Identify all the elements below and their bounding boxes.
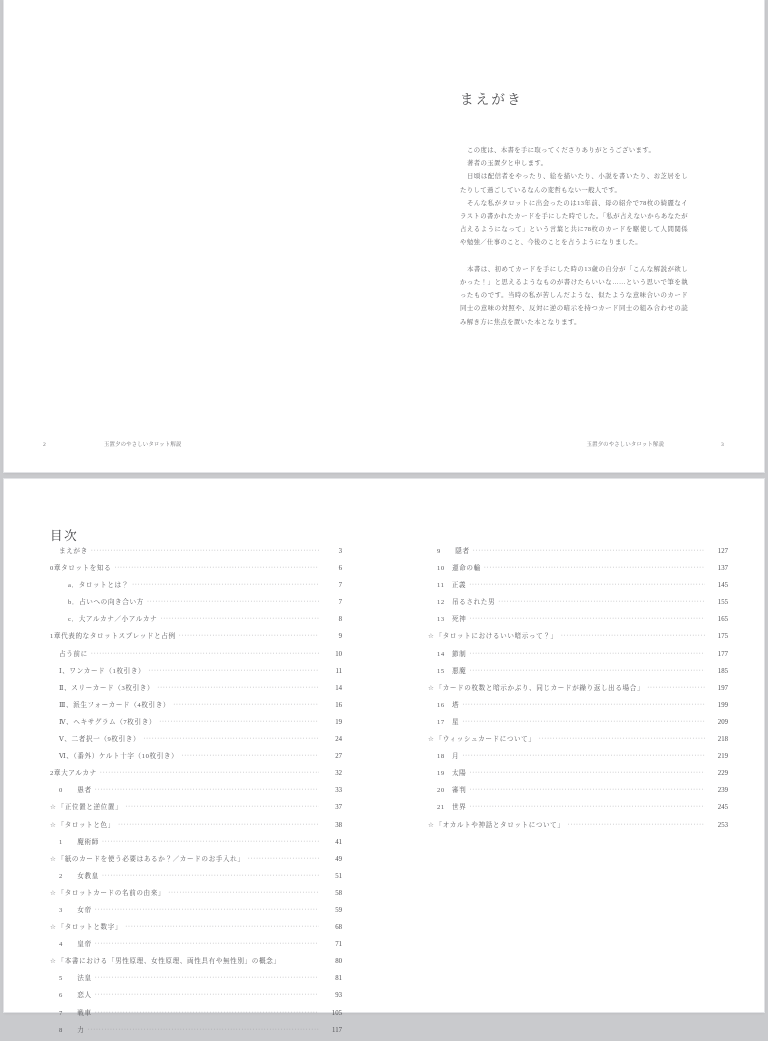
contents-entry-label: 19 太陽: [437, 770, 467, 778]
contents-leader-dots: [181, 751, 319, 758]
contents-entry[interactable]: [50, 836, 342, 853]
contents-entry[interactable]: [428, 682, 728, 699]
contents-entry[interactable]: [50, 596, 342, 613]
contents-entry[interactable]: [428, 750, 728, 767]
page-spread-preface[interactable]: [4, 0, 764, 472]
contents-entry-page: 7: [338, 599, 342, 607]
contents-leader-dots: [473, 546, 705, 553]
contents-entry-page: 229: [717, 770, 728, 778]
contents-entry-page: 197: [717, 684, 728, 692]
contents-entry[interactable]: [428, 613, 728, 630]
contents-entry-page: 32: [335, 770, 342, 778]
contents-leader-dots: [157, 683, 319, 690]
contents-entry[interactable]: [428, 801, 728, 818]
contents-entry-label: ☆「ウィッシュカードについて」: [428, 736, 536, 744]
contents-entry[interactable]: [50, 904, 342, 921]
contents-entry-page: 38: [335, 821, 342, 829]
contents-leader-dots: [95, 939, 319, 946]
contents-entry-label: 4 皇帝: [59, 941, 92, 949]
contents-leader-dots: [95, 785, 319, 792]
contents-entry-label: Ⅳ、ヘキサグラム（7枚引き）: [59, 718, 157, 726]
contents-entry-page: 219: [717, 753, 728, 761]
contents-entry-page: 7: [338, 582, 342, 590]
star-icon: ☆: [50, 804, 57, 812]
page-right-preface: [384, 0, 764, 472]
page-left-blank: [4, 0, 384, 472]
contents-entry-label: 0 愚者: [59, 787, 92, 795]
contents-entry-label: 15 悪魔: [437, 667, 467, 675]
contents-column-right: [428, 545, 728, 836]
contents-leader-dots: [95, 990, 319, 997]
preface-paragraph: 著者の玉置夕と申します。: [467, 160, 548, 168]
page-spread-contents[interactable]: [4, 479, 764, 1034]
contents-entry-page: 137: [717, 565, 728, 573]
contents-entry-page: 80: [335, 958, 342, 966]
contents-entry[interactable]: [50, 887, 342, 904]
contents-entry[interactable]: [50, 682, 342, 699]
star-icon: ☆: [428, 633, 435, 641]
contents-entry-label: 6 恋人: [59, 992, 92, 1000]
contents-leader-dots: [469, 785, 705, 792]
contents-entry[interactable]: [50, 767, 342, 784]
contents-entry[interactable]: [50, 989, 342, 1006]
contents-entry[interactable]: [428, 699, 728, 716]
preface-body: [460, 144, 688, 329]
star-icon: ☆: [50, 958, 57, 966]
contents-entry[interactable]: [428, 562, 728, 579]
contents-leader-dots: [179, 631, 319, 638]
contents-leader-dots: [469, 580, 705, 587]
contents-entry-page: 33: [335, 787, 342, 795]
contents-entry-page: 117: [332, 1026, 342, 1034]
contents-leader-dots: [561, 631, 705, 638]
contents-entry-page: 49: [335, 855, 342, 863]
contents-entry[interactable]: [50, 665, 342, 682]
contents-entry-page: 199: [717, 701, 728, 709]
contents-entry-page: 58: [335, 889, 342, 897]
contents-entry-page: 93: [335, 992, 342, 1000]
contents-leader-dots: [539, 734, 705, 741]
star-icon: ☆: [50, 855, 57, 863]
contents-entry[interactable]: [428, 716, 728, 733]
contents-leader-dots: [132, 580, 319, 587]
contents-leader-dots: [469, 649, 705, 656]
contents-entry-label: c．大アルカナ／小アルカナ: [68, 616, 158, 624]
contents-leader-dots: [91, 649, 319, 656]
contents-entry-label: ☆「紙のカードを使う必要はあるか？／カードのお手入れ」: [50, 855, 245, 863]
contents-entry[interactable]: [50, 733, 342, 750]
contents-leader-dots: [95, 973, 319, 980]
contents-leader-dots: [114, 563, 319, 570]
contents-leader-dots: [160, 614, 319, 621]
contents-entry[interactable]: [428, 665, 728, 682]
contents-leader-dots: [462, 717, 705, 724]
contents-entry-page: 71: [335, 941, 342, 949]
contents-entry-label: 14 節制: [437, 650, 467, 658]
contents-entry-label: Ⅲ、派生フォーカード（4枚引き）: [59, 701, 171, 709]
preface-paragraph: 本書は、初めてカードを手にした時の13歳の自分が「こんな解説が欲しかった！」と思えるようなものが書けたらいいな……という思いで筆を執ったものです。当時の私が苦しんだような、似たような意味合いのカード同士の意味の対照や、反対に逆の暗示を持つカード同士の組み合わせの読み解き方に焦点を置いた本となります。: [460, 265, 688, 326]
footer-running-title-right: 玉置夕のやさしいタロット解説: [586, 442, 664, 448]
star-icon: ☆: [428, 736, 435, 744]
contents-leader-dots: [102, 871, 319, 878]
contents-entry-page: 177: [717, 650, 728, 658]
contents-entry-label: 12 吊るされた男: [437, 599, 496, 607]
contents-entry[interactable]: [50, 972, 342, 989]
contents-entry[interactable]: [50, 801, 342, 818]
contents-entry-page: 19: [335, 718, 342, 726]
star-icon: ☆: [50, 924, 57, 932]
contents-entry[interactable]: [50, 921, 342, 938]
preface-title: まえがき: [460, 92, 523, 108]
preface-block: [460, 88, 688, 329]
contents-entry[interactable]: [50, 699, 342, 716]
contents-entry-label: 2章大アルカナ: [50, 770, 97, 778]
contents-entry-label: 21 世界: [437, 804, 467, 812]
contents-leader-dots: [118, 820, 319, 827]
contents-entry-label: ☆「タロットにおけるいい暗示って？」: [428, 633, 558, 641]
contents-entry-label: a．タロットとは？: [68, 582, 129, 590]
contents-entry[interactable]: [50, 870, 342, 887]
contents-entry-label: ☆「オカルトや神話とタロットについて」: [428, 821, 565, 829]
contents-leader-dots: [498, 597, 705, 604]
contents-entry-label: ☆「本書における「男性原理、女性原理、両性具有や無性別」の概念」: [50, 958, 281, 966]
contents-entry-page: 145: [717, 582, 728, 590]
contents-entry-label: まえがき: [59, 548, 88, 555]
contents-entry-page: 9: [338, 633, 342, 641]
contents-entry-label: 10 運命の輪: [437, 565, 481, 573]
contents-entry-label: ☆「タロットと数字」: [50, 924, 123, 932]
contents-entry[interactable]: [428, 819, 728, 836]
contents-leader-dots: [469, 802, 705, 809]
contents-entry-label: 16 塔: [437, 701, 460, 709]
contents-entry-label: ☆「カードの枚数と暗示かぶり、同じカードが繰り返し出る場合」: [428, 684, 645, 692]
contents-entry-page: 6: [338, 565, 342, 573]
contents-heading: 目次: [50, 528, 79, 543]
contents-entry[interactable]: [428, 579, 728, 596]
contents-entry-page: 41: [335, 838, 342, 846]
contents-entry[interactable]: [50, 853, 342, 870]
footer-running-title-left: 玉置夕のやさしいタロット解説: [104, 442, 182, 448]
contents-leader-dots: [125, 922, 319, 929]
contents-leader-dots: [95, 1008, 319, 1015]
contents-leader-dots: [469, 768, 705, 775]
contents-leader-dots: [647, 683, 705, 690]
contents-entry[interactable]: [50, 1024, 342, 1041]
footer-page-number-right: 3: [721, 442, 724, 448]
footer-page-number-left: 2: [43, 442, 46, 448]
contents-entry[interactable]: [50, 630, 342, 647]
contents-entry-page: 11: [335, 667, 342, 675]
contents-column-left: [50, 545, 342, 1041]
contents-entry-page: 10: [335, 650, 342, 658]
contents-entry-page: 155: [717, 599, 728, 607]
contents-entry-page: 3: [338, 548, 342, 555]
contents-entry-label: ☆「タロットと色」: [50, 821, 115, 829]
contents-leader-dots: [87, 1025, 319, 1032]
contents-entry-page: 68: [335, 924, 342, 932]
contents-entry-page: 239: [717, 787, 728, 795]
preface-paragraph: 日頃は配信者をやったり、絵を描いたり、小説を書いたり、お芝居をしたりして過ごしているなんの変哲もない一般人です。: [460, 173, 688, 194]
star-icon: ☆: [428, 821, 435, 829]
spread-one-footer: [4, 440, 764, 450]
contents-entry-label: 11 正義: [437, 582, 467, 590]
contents-entry-page: 175: [717, 633, 728, 641]
contents-entry[interactable]: [50, 955, 342, 972]
contents-leader-dots: [100, 768, 319, 775]
contents-entry-label: 2 女教皇: [59, 872, 99, 880]
contents-entry-label: Ⅱ、スリーカード（3枚引き）: [59, 684, 155, 692]
contents-entry-page: 81: [335, 975, 342, 983]
contents-entry-label: ☆「正位置と逆位置」: [50, 804, 123, 812]
contents-entry-label: 8 力: [59, 1026, 85, 1034]
contents-leader-dots: [143, 734, 319, 741]
contents-entry[interactable]: [428, 596, 728, 613]
contents-leader-dots: [159, 717, 319, 724]
contents-entry-page: 51: [335, 872, 342, 880]
contents-entry-label: ☆「タロットカードの名前の由来」: [50, 889, 166, 897]
contents-entry[interactable]: [50, 938, 342, 955]
contents-entry[interactable]: [50, 1007, 342, 1024]
contents-entry-label: Ⅰ、ワンカード（1枚引き）: [59, 667, 146, 675]
contents-entry-label: 1章代表的なタロットスプレッドと占例: [50, 633, 176, 641]
contents-entry-label: 20 審判: [437, 787, 467, 795]
contents-entry[interactable]: [50, 579, 342, 596]
contents-entry[interactable]: [428, 545, 728, 562]
contents-leader-dots: [462, 700, 705, 707]
contents-leader-dots: [125, 802, 319, 809]
contents-entry-page: 245: [717, 804, 728, 812]
contents-entry-page: 218: [717, 736, 728, 744]
contents-entry[interactable]: [50, 648, 342, 665]
contents-entry-label: 0章タロットを知る: [50, 565, 112, 573]
contents-entry-page: 24: [335, 736, 342, 744]
contents-entry[interactable]: [428, 767, 728, 784]
contents-leader-dots: [148, 666, 319, 673]
contents-entry-label: 9 隠者: [437, 548, 470, 555]
contents-entry-page: 209: [717, 718, 728, 726]
contents-entry-page: 8: [338, 616, 342, 624]
contents-entry-page: 27: [335, 753, 342, 761]
contents-leader-dots: [469, 614, 705, 621]
contents-entry-label: Ⅴ、二者択一（9枚引き）: [59, 736, 141, 744]
contents-entry-label: 18 月: [437, 753, 460, 761]
contents-entry[interactable]: [50, 819, 342, 836]
contents-entry-label: 占う前に: [59, 650, 88, 658]
contents-entry-label: 5 法皇: [59, 975, 92, 983]
star-icon: ☆: [50, 889, 57, 897]
contents-leader-dots: [91, 546, 319, 553]
star-icon: ☆: [428, 684, 435, 692]
contents-entry-label: 1 魔術師: [59, 838, 99, 846]
preface-paragraph: そんな私がタロットに出会ったのは13年前、母の紹介で78枚の綺麗なイラストの書かれたカードを手にした時でした。「私が占えないからあなたが占えるようになって」という言葉と共に78枚のカードを駆使して人間関係や勉強／仕事のこと、今後のことを占うようになりました。: [460, 199, 688, 247]
contents-entry-page: 105: [331, 1009, 342, 1017]
contents-entry[interactable]: [428, 630, 728, 647]
contents-entry[interactable]: [50, 716, 342, 733]
contents-leader-dots: [95, 905, 319, 912]
preface-paragraph: この度は、本書を手に取ってくださりありがとうございます。: [467, 147, 656, 154]
contents-leader-dots: [462, 751, 705, 758]
contents-entry[interactable]: [428, 784, 728, 801]
contents-entry-page: 165: [717, 616, 728, 624]
contents-entry-label: 13 死神: [437, 616, 467, 624]
contents-leader-dots: [469, 666, 705, 673]
contents-leader-dots: [147, 597, 319, 604]
contents-entry-page: 185: [717, 667, 728, 675]
contents-leader-dots: [173, 700, 319, 707]
contents-entry-label: 7 戦車: [59, 1009, 92, 1017]
contents-entry[interactable]: [428, 648, 728, 665]
contents-leader-dots: [484, 563, 705, 570]
contents-leader-dots: [102, 837, 319, 844]
contents-leader-dots: [168, 888, 319, 895]
contents-entry[interactable]: [50, 562, 342, 579]
contents-entry-page: 253: [717, 821, 728, 829]
contents-entry-label: Ⅵ、（番外）ケルト十字（10枚引き）: [59, 753, 179, 761]
contents-leader-dots: [568, 820, 705, 827]
contents-entry[interactable]: [50, 784, 342, 801]
contents-entry-label: 17 星: [437, 718, 460, 726]
contents-leader-dots: [284, 956, 319, 963]
contents-entry[interactable]: [50, 750, 342, 767]
contents-entry-page: 127: [717, 548, 728, 555]
contents-entry-page: 14: [335, 684, 342, 692]
contents-entry-label: b．占いへの向き合い方: [68, 599, 144, 607]
star-icon: ☆: [50, 821, 57, 829]
contents-entry-label: 3 女帝: [59, 906, 92, 914]
contents-entry-page: 59: [335, 906, 342, 914]
contents-entry[interactable]: [50, 545, 342, 562]
contents-leader-dots: [248, 854, 319, 861]
contents-entry[interactable]: [428, 733, 728, 750]
contents-entry-page: 16: [335, 701, 342, 709]
contents-entry-page: 37: [335, 804, 342, 812]
contents-entry[interactable]: [50, 613, 342, 630]
